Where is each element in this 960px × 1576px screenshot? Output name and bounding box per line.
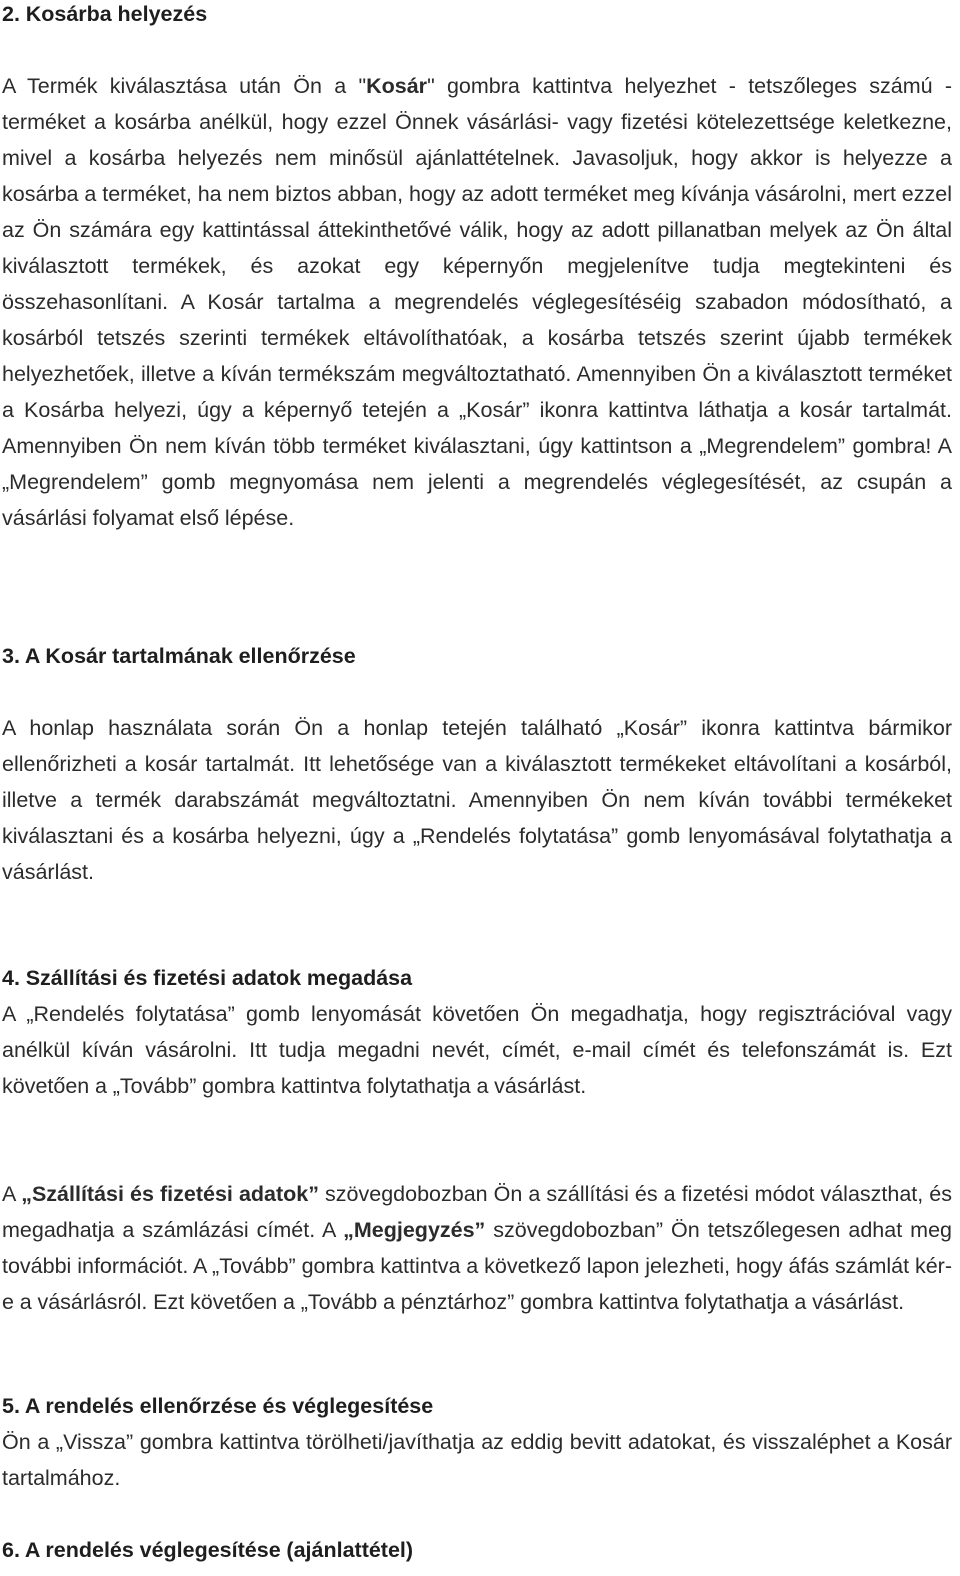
section-3-heading: 3. A Kosár tartalmának ellenőrzése bbox=[2, 644, 356, 668]
section-2-text-a: A Termék kiválasztása után Ön a " bbox=[2, 74, 367, 98]
section-2-text-c: " gombra kattintva helyezhet - tetszőleges számú - terméket a kosárba anélkül, hogy ezzel Önnek vásárlási- vagy fizetési kötelezettsége keletkezne, mivel a kosárba helyezés nem minősül ajánlattételnek. Javasoljuk, hogy akkor is helyezze a kosárba a terméket, ha nem biztos abban, hogy az adott terméket meg kívánja vásárolni, mert ezzel az Ön számára egy kattintással áttekinthetővé válik, hogy az adott pillanatban melyek az Ön által kiválasztott termékek, és azokat egy képernyőn megjelenítve tudja megtekinteni és összehasonlítani. A Kosár tartalma a megrendelés véglegesítéséig szabadon módosítható, a kosárból tetszés szerinti termékek eltávolíthatóak, a kosárba tetszés szerint újabb termékek helyezhetőek, illetve a kíván termékszám megváltoztatható. Amennyiben Ön a kiválasztott terméket a Kosárba helyezi, úgy a képernyő tetején a „Kosár” ikonra kattintva láthatja a kosár tartalmát. Amennyiben Ön nem kíván több terméket kiválasztani, úgy kattintson a „Megrendelem” gombra! A „Megrendelem” gomb megnyomása nem jelenti a megrendelés véglegesítését, az csupán a vásárlási folyamat első lépése. bbox=[2, 74, 952, 530]
szallitasi-adatok-term: „Szállítási és fizetési adatok” bbox=[21, 1182, 319, 1206]
section-4-heading: 4. Szállítási és fizetési adatok megadása bbox=[2, 966, 413, 990]
section-6-heading: 6. A rendelés véglegesítése (ajánlattétel) bbox=[2, 1538, 414, 1562]
section-4-paragraph-2 bbox=[2, 1176, 952, 1320]
section-4-text-e: szövegdobozban” Ön tetszőlegesen adhat meg további információt. A „Tovább” gombra kattintva a következő lapon jelezheti, hogy áfás számlát kér-e a vásárlásról. Ezt követően a „Tovább a pénztárhoz” gombra kattintva folytathatja a vásárlást. bbox=[2, 1218, 952, 1314]
kosar-term: Kosár bbox=[366, 74, 428, 98]
section-4-text-c: szövegdobozban Ön a szállítási és a fizetési módot választhat, és megadhatja a számlázási címét. A bbox=[2, 1182, 953, 1242]
section-3-paragraph: A honlap használata során Ön a honlap tetején található „Kosár” ikonra kattintva bármikor ellenőrizheti a kosár tartalmát. Itt lehetősége van a kiválasztott termékeket eltávolítani a kosárból, illetve a termék darabszámát megváltoztatni. Amennyiben Ön nem kíván további termékeket kiválasztani és a kosárba helyezni, úgy a „Rendelés folytatása” gomb lenyomásával folytathatja a vásárlást. bbox=[2, 716, 952, 884]
section-5-heading: 5. A rendelés ellenőrzése és véglegesítése bbox=[2, 1394, 434, 1418]
section-5-paragraph: Ön a „Vissza” gombra kattintva törölheti/javíthatja az eddig bevitt adatokat, és visszaléphet a Kosár tartalmához. bbox=[2, 1430, 952, 1490]
megjegyzes-term: „Megjegyzés” bbox=[343, 1218, 486, 1242]
section-2-paragraph bbox=[2, 68, 952, 536]
section-4-text-a: A bbox=[2, 1182, 22, 1206]
section-4-paragraph-1: A „Rendelés folytatása” gomb lenyomását követően Ön megadhatja, hogy regisztrációval vagy anélkül kíván vásárolni. Itt tudja megadni nevét, címét, e-mail címét és telefonszámát is. Ezt követően a „Tovább” gombra kattintva folytathatja a vásárlást. bbox=[2, 1002, 952, 1098]
section-2-heading: 2. Kosárba helyezés bbox=[2, 2, 208, 26]
